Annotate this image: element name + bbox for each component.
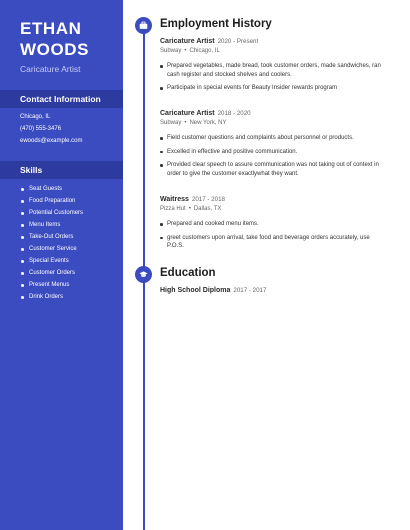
skill-item: Food Preparation [20, 195, 83, 207]
separator-dot: • [184, 120, 187, 126]
skill-item: Customer Service [20, 243, 83, 255]
skill-item: Menu Items [20, 219, 83, 231]
job-header [160, 110, 251, 117]
job-bullet: Provided clear speech to assure communication was not taking out of context in order to give the customer exactlywhat they want. [160, 161, 382, 178]
employment-marker [135, 17, 152, 34]
job-employer-line [160, 120, 227, 126]
job-dates: 2017 - 2018 [191, 196, 225, 203]
skill-item: Special Events [20, 255, 83, 267]
job-dates: 2018 - 2020 [217, 110, 251, 117]
job-position: Caricature Artist [160, 110, 215, 117]
skill-item: Customer Orders [20, 267, 83, 279]
job-bullet: Field customer questions and complaints about personnel or products. [160, 134, 382, 143]
sidebar [0, 0, 123, 530]
skills-heading: Skills [20, 165, 43, 175]
job-employer: Pizza Hut [160, 206, 186, 212]
contact-phone[interactable]: (470) 555-3476 [20, 126, 62, 132]
contact-heading: Contact Information [20, 94, 101, 104]
job-location: Chicago, IL [189, 48, 220, 54]
job-employer-line [160, 206, 221, 212]
last-name: WOODS [20, 40, 90, 59]
job-bullets [160, 62, 382, 98]
job-employer: Subway [160, 120, 182, 126]
skill-item: Drink Orders [20, 291, 83, 303]
first-name: ETHAN [20, 19, 82, 38]
separator-dot: • [184, 48, 187, 54]
education-marker [135, 266, 152, 283]
employment-heading: Employment History [160, 18, 272, 30]
contact-location: Chicago, IL [20, 114, 51, 120]
job-employer: Subway [160, 48, 182, 54]
separator-dot: • [188, 206, 191, 212]
skills-list [20, 183, 83, 303]
job-header [160, 196, 225, 203]
contact-section-header [0, 90, 123, 108]
job-bullet: greet customers upon arrival, take food and beverage orders accurately, use P.O.S. [160, 234, 382, 251]
job-bullet: Excelled in effective and positive communication. [160, 148, 382, 157]
education-dates: 2017 - 2017 [233, 287, 267, 294]
job-employer-line [160, 48, 220, 54]
skill-item: Potential Customers [20, 207, 83, 219]
job-header [160, 38, 258, 45]
graduation-cap-icon [139, 270, 148, 279]
job-bullet: Prepared and cooked menu items. [160, 220, 382, 229]
skills-section-header [0, 161, 123, 179]
education-heading: Education [160, 267, 216, 279]
job-title: Caricature Artist [20, 64, 81, 74]
job-dates: 2020 - Present [217, 38, 259, 45]
job-position: Caricature Artist [160, 38, 215, 45]
briefcase-icon [139, 21, 148, 30]
job-bullet: Participate in special events for Beauty Insider rewards program [160, 84, 382, 93]
candidate-name [20, 18, 89, 60]
skill-item: Present Menus [20, 279, 83, 291]
job-location: New York, NY [189, 120, 227, 126]
job-bullet: Prepared vegetables, made bread, took customer orders, made sandwiches, ran cash register and stocked shelves and coolers. [160, 62, 382, 79]
education-entry [160, 287, 266, 294]
job-bullets [160, 220, 382, 256]
skill-item: Seat Guests [20, 183, 83, 195]
job-position: Waitress [160, 196, 189, 203]
education-degree: High School Diploma [160, 287, 231, 294]
contact-email[interactable]: ewoods@example.com [20, 138, 83, 144]
job-location: Dallas, TX [193, 206, 222, 212]
job-bullets [160, 134, 382, 183]
skill-item: Take-Out Orders [20, 231, 83, 243]
